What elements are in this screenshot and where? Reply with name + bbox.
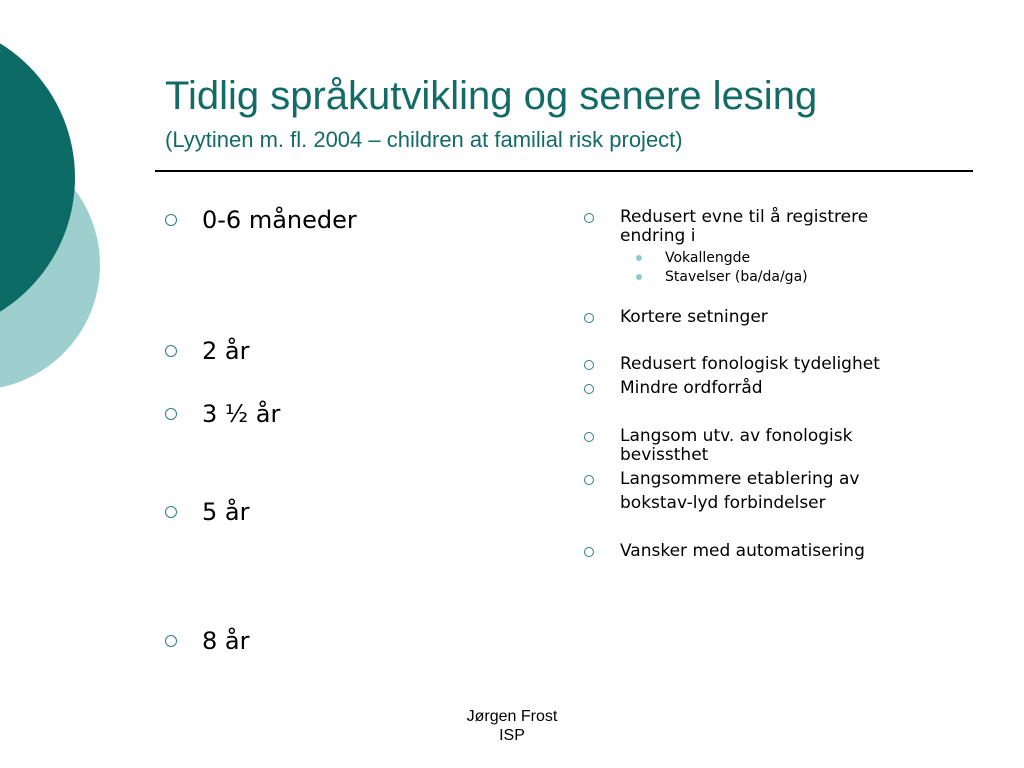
circle-bullet-icon bbox=[165, 214, 177, 226]
circle-bullet-icon bbox=[584, 432, 594, 442]
right-item-line2: bokstav-lyd forbindelser bbox=[620, 493, 826, 513]
footer-author: Jørgen Frost bbox=[466, 708, 558, 725]
right-item-line1: Redusert fonologisk tydelighet bbox=[620, 354, 880, 374]
circle-bullet-icon bbox=[165, 506, 177, 518]
right-item-line1: Redusert evne til å registrere bbox=[620, 207, 869, 227]
right-item-line2: bevissthet bbox=[620, 445, 709, 465]
circle-bullet-icon bbox=[584, 547, 594, 557]
left-item-text: 2 år bbox=[202, 337, 250, 365]
circle-bullet-icon bbox=[584, 313, 594, 323]
circle-bullet-icon bbox=[165, 345, 177, 357]
footer bbox=[412, 707, 612, 745]
circle-bullet-icon bbox=[584, 360, 594, 370]
dot-bullet-icon bbox=[636, 274, 642, 280]
left-item-text: 8 år bbox=[202, 627, 250, 655]
slide-title: Tidlig språkutvikling og senere lesing bbox=[165, 74, 818, 118]
circle-bullet-icon bbox=[165, 408, 177, 420]
left-item-text: 0-6 måneder bbox=[202, 206, 357, 234]
sub-item-text: Stavelser (ba/da/ga) bbox=[665, 269, 808, 285]
slide-subtitle: (Lyytinen m. fl. 2004 – children at familial risk project) bbox=[165, 127, 683, 152]
title-divider bbox=[155, 170, 973, 172]
left-item-text: 5 år bbox=[202, 498, 250, 526]
circle-bullet-icon bbox=[584, 475, 594, 485]
left-item-text: 3 ½ år bbox=[202, 400, 281, 428]
right-item-line1: Langsommere etablering av bbox=[620, 469, 860, 489]
sub-item-text: Vokallengde bbox=[665, 250, 751, 266]
right-item-line2: endring i bbox=[620, 226, 696, 246]
right-item-line1: Vansker med automatisering bbox=[620, 541, 865, 561]
right-item-line1: Mindre ordforråd bbox=[620, 378, 763, 398]
right-item-line1: Kortere setninger bbox=[620, 307, 768, 327]
circle-bullet-icon bbox=[165, 635, 177, 647]
footer-institution: ISP bbox=[499, 727, 525, 744]
circle-bullet-icon bbox=[584, 384, 594, 394]
right-item-line1: Langsom utv. av fonologisk bbox=[620, 426, 853, 446]
circle-bullet-icon bbox=[584, 213, 594, 223]
dot-bullet-icon bbox=[636, 255, 642, 261]
